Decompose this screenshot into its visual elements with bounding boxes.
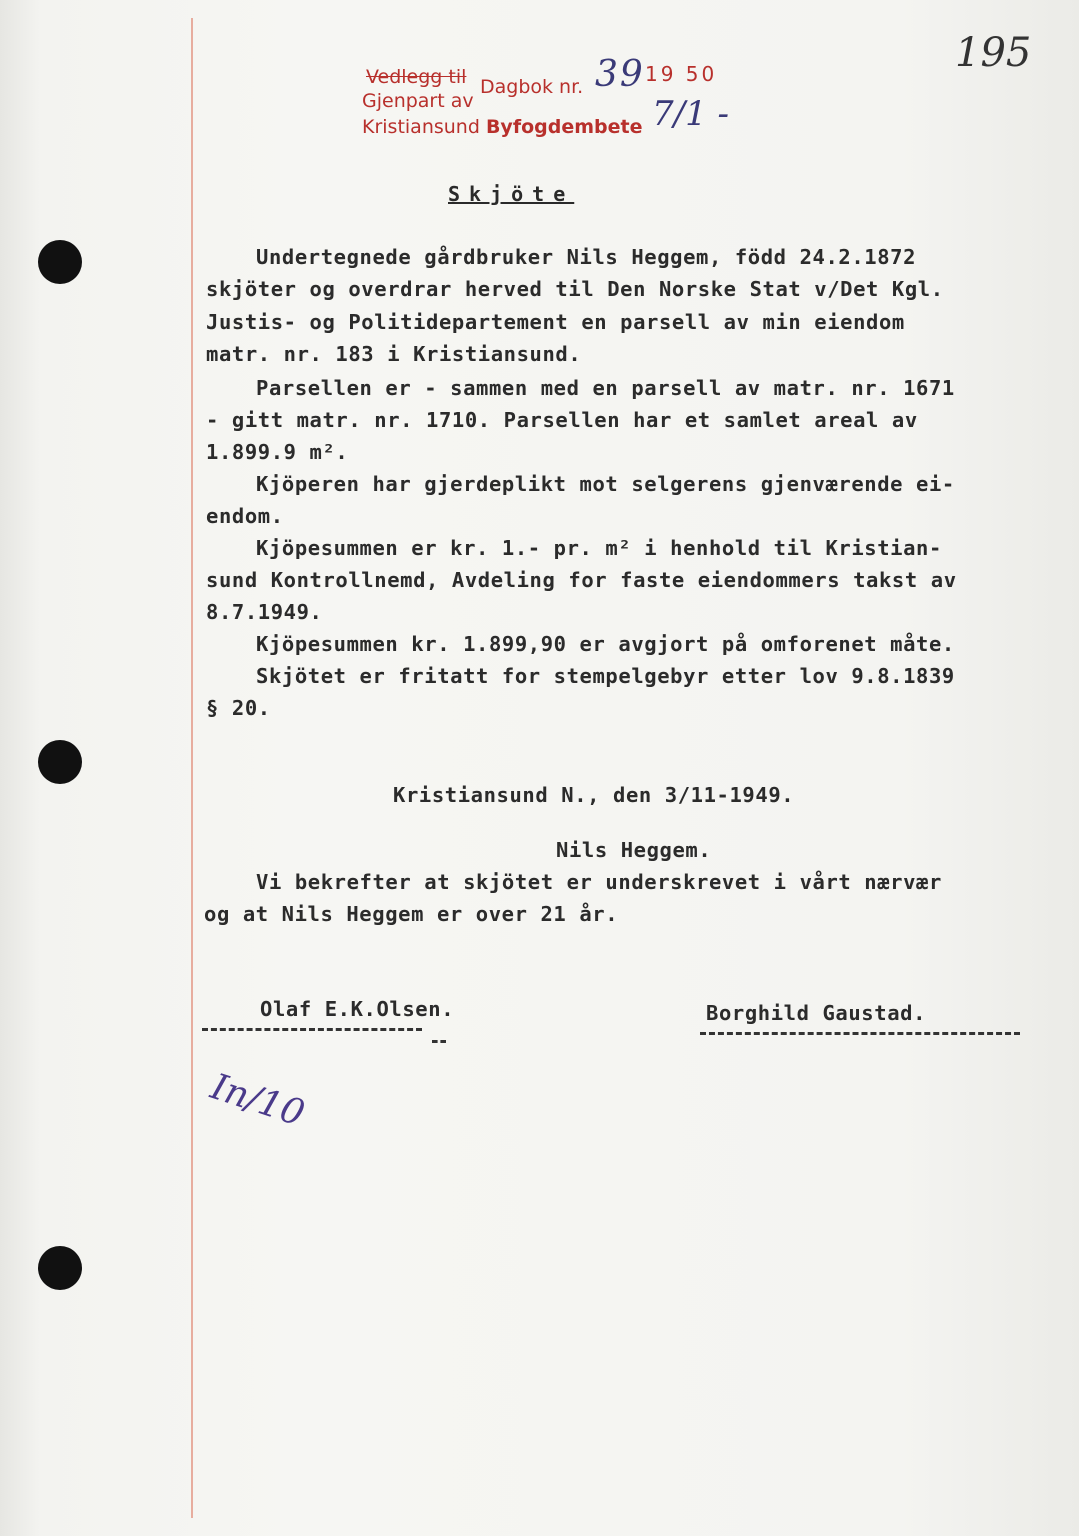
document-title: Skjöte	[448, 182, 575, 206]
deed-text-line: § 20.	[206, 696, 271, 720]
deed-text-line: skjöter og overdrar herved til Den Norske Stat v/Det Kgl.	[206, 277, 944, 301]
handwritten-journal-number: 39	[595, 54, 645, 95]
stamp-dagbok-label: Dagbok nr.	[480, 76, 584, 98]
punch-hole	[38, 240, 82, 284]
witness-left-name: Olaf E.K.Olsen.	[260, 997, 455, 1021]
witness-line: Vi bekrefter at skjötet er underskrevet i vårt nærvær	[256, 870, 942, 894]
deed-text-line: Kjöpesummen er kr. 1.- pr. m² i henhold til Kristian-	[256, 536, 942, 560]
witness-line: og at Nils Heggem er over 21 år.	[204, 902, 619, 926]
deed-text-line: endom.	[206, 504, 284, 528]
signature-line-left	[202, 1028, 422, 1031]
deed-text-line: 8.7.1949.	[206, 600, 323, 624]
deed-text-line: - gitt matr. nr. 1710. Parsellen har et samlet areal av	[206, 408, 918, 432]
witness-right-name: Borghild Gaustad.	[706, 1001, 927, 1025]
punch-hole	[38, 1246, 82, 1290]
handwritten-date: 7/1 -	[652, 94, 730, 134]
stamp-year: 19 50	[645, 62, 718, 86]
deed-text-line: Undertegnede gårdbruker Nils Heggem, född 24.2.1872	[256, 245, 917, 269]
deed-text-line: Kjöpesummen kr. 1.899,90 er avgjort på omforenet måte.	[256, 632, 955, 656]
punch-hole	[38, 740, 82, 784]
stamp-gjenpart-label: Gjenpart av	[362, 90, 474, 112]
deed-text-line: Justis- og Politidepartement en parsell av min eiendom	[206, 310, 905, 334]
deed-text-line: 1.899.9 m².	[206, 440, 349, 464]
deed-text-line: Kjöperen har gjerdeplikt mot selgerens gjenværende ei-	[256, 472, 955, 496]
deed-text-line: sund Kontrollnemd, Avdeling for faste eiendommers takst av	[206, 568, 957, 592]
signer-name: Nils Heggem.	[556, 838, 712, 862]
deed-text-line: Skjötet er fritatt for stempelgebyr etter lov 9.8.1839	[256, 664, 955, 688]
stamp-office-label	[362, 114, 642, 140]
stamp-struck-text: Vedlegg til	[366, 66, 467, 88]
signature-line-right	[700, 1032, 1020, 1035]
deed-text-line: matr. nr. 183 i Kristiansund.	[206, 342, 582, 366]
deed-text-line: Parsellen er - sammen med en parsell av matr. nr. 1671	[256, 376, 955, 400]
handwritten-initials: In/10	[205, 1066, 310, 1135]
stamp-office: Byfogdembete	[485, 116, 643, 138]
place-date-line: Kristiansund N., den 3/11-1949.	[393, 783, 795, 807]
signature-line-tick	[432, 1040, 446, 1043]
margin-rule	[191, 18, 193, 1518]
handwritten-page-number: 195	[955, 30, 1032, 76]
stamp-city: Kristiansund	[362, 116, 480, 138]
